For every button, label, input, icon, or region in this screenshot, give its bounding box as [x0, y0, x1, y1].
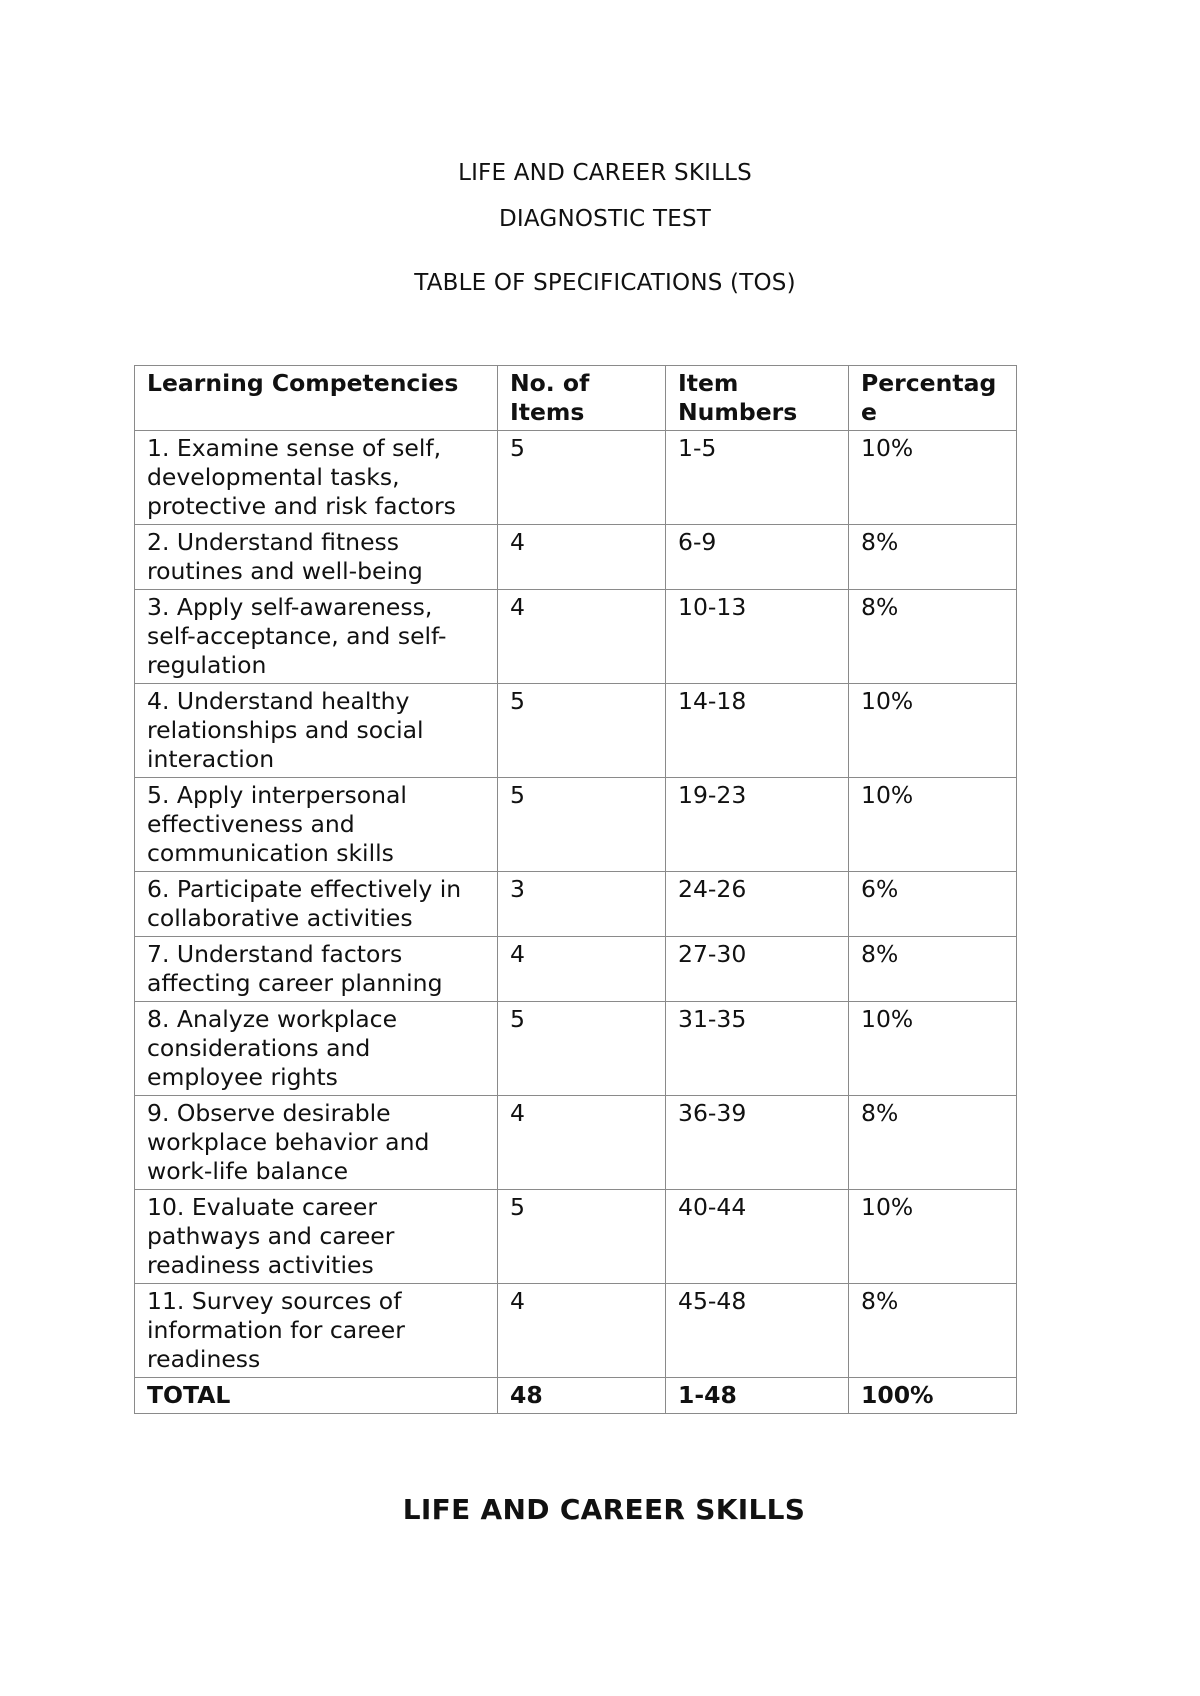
- total-item-numbers-cell: 1-48: [666, 1378, 849, 1414]
- item-numbers-cell: 19-23: [666, 778, 849, 872]
- items-count-cell: 4: [498, 525, 666, 590]
- table-row: [135, 872, 1017, 937]
- table-row: [135, 684, 1017, 778]
- competency-cell: 9. Observe desirable workplace behavior and work-life balance: [135, 1096, 498, 1190]
- items-count-cell: 4: [498, 590, 666, 684]
- table-row: [135, 1002, 1017, 1096]
- table-header-row: [135, 366, 1017, 431]
- competency-cell: 6. Participate effectively in collaborative activities: [135, 872, 498, 937]
- competency-cell: 2. Understand fitness routines and well-being: [135, 525, 498, 590]
- percentage-cell: 8%: [849, 590, 1017, 684]
- item-numbers-cell: 45-48: [666, 1284, 849, 1378]
- header-percentage: Percentage: [849, 366, 1017, 431]
- percentage-cell: 8%: [849, 1096, 1017, 1190]
- specifications-table: [134, 365, 1017, 1414]
- item-numbers-cell: 27-30: [666, 937, 849, 1002]
- percentage-cell: 8%: [849, 525, 1017, 590]
- document-title: LIFE AND CAREER SKILLS: [458, 160, 752, 186]
- header-item-numbers: Item Numbers: [666, 366, 849, 431]
- percentage-cell: 10%: [849, 1002, 1017, 1096]
- section-title: TABLE OF SPECIFICATIONS (TOS): [414, 270, 796, 296]
- table-row: [135, 937, 1017, 1002]
- item-numbers-cell: 40-44: [666, 1190, 849, 1284]
- items-count-cell: 5: [498, 778, 666, 872]
- items-count-cell: 5: [498, 431, 666, 525]
- header-no-of-items: No. of Items: [498, 366, 666, 431]
- total-label-cell: TOTAL: [135, 1378, 498, 1414]
- item-numbers-cell: 6-9: [666, 525, 849, 590]
- competency-cell: 5. Apply interpersonal effectiveness and communication skills: [135, 778, 498, 872]
- items-count-cell: 4: [498, 1284, 666, 1378]
- table-row: [135, 590, 1017, 684]
- item-numbers-cell: 10-13: [666, 590, 849, 684]
- competency-cell: 8. Analyze workplace considerations and employee rights: [135, 1002, 498, 1096]
- item-numbers-cell: 14-18: [666, 684, 849, 778]
- percentage-cell: 8%: [849, 1284, 1017, 1378]
- percentage-cell: 10%: [849, 431, 1017, 525]
- item-numbers-cell: 1-5: [666, 431, 849, 525]
- competency-cell: 1. Examine sense of self, developmental tasks, protective and risk factors: [135, 431, 498, 525]
- item-numbers-cell: 36-39: [666, 1096, 849, 1190]
- competency-cell: 4. Understand healthy relationships and social interaction: [135, 684, 498, 778]
- table-row: [135, 778, 1017, 872]
- items-count-cell: 5: [498, 684, 666, 778]
- items-count-cell: 4: [498, 937, 666, 1002]
- table-total-row: [135, 1378, 1017, 1414]
- percentage-cell: 6%: [849, 872, 1017, 937]
- total-items-cell: 48: [498, 1378, 666, 1414]
- competency-cell: 10. Evaluate career pathways and career readiness activities: [135, 1190, 498, 1284]
- items-count-cell: 5: [498, 1002, 666, 1096]
- specifications-table-body: [135, 366, 1017, 1414]
- header-learning-competencies: Learning Competencies: [135, 366, 498, 431]
- competency-cell: 7. Understand factors affecting career planning: [135, 937, 498, 1002]
- table-row: [135, 431, 1017, 525]
- percentage-cell: 10%: [849, 1190, 1017, 1284]
- total-percentage-cell: 100%: [849, 1378, 1017, 1414]
- item-numbers-cell: 24-26: [666, 872, 849, 937]
- competency-cell: 3. Apply self-awareness, self-acceptance, and self-regulation: [135, 590, 498, 684]
- footer-title: LIFE AND CAREER SKILLS: [402, 1493, 806, 1526]
- items-count-cell: 3: [498, 872, 666, 937]
- document-subtitle: DIAGNOSTIC TEST: [499, 206, 711, 232]
- table-row: [135, 1190, 1017, 1284]
- percentage-cell: 10%: [849, 684, 1017, 778]
- percentage-cell: 10%: [849, 778, 1017, 872]
- table-row: [135, 525, 1017, 590]
- percentage-cell: 8%: [849, 937, 1017, 1002]
- item-numbers-cell: 31-35: [666, 1002, 849, 1096]
- competency-cell: 11. Survey sources of information for career readiness: [135, 1284, 498, 1378]
- items-count-cell: 5: [498, 1190, 666, 1284]
- items-count-cell: 4: [498, 1096, 666, 1190]
- table-row: [135, 1284, 1017, 1378]
- table-row: [135, 1096, 1017, 1190]
